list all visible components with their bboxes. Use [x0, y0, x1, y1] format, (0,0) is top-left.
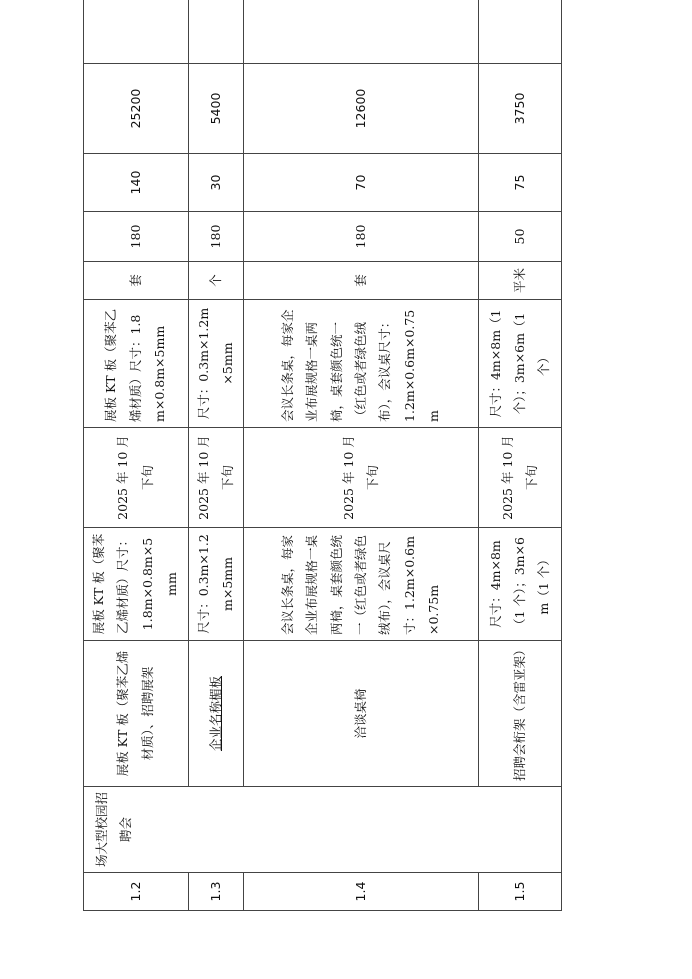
remark-cell [479, 0, 562, 64]
unit-cell: 个 [188, 262, 244, 300]
row-number: 1.2 [84, 873, 189, 911]
total-cell: 12600 [244, 64, 479, 154]
time-cell: 2025 年 10 月下旬 [244, 428, 479, 528]
price-cell: 30 [188, 154, 244, 212]
row-number: 1.5 [479, 873, 562, 911]
procurement-table [83, 0, 562, 911]
price-cell: 140 [84, 154, 189, 212]
spec-cell: 展板 KT 板（聚苯乙烯材质）尺寸：1.8m×0.8m×5mm [84, 300, 189, 428]
total-cell: 5400 [188, 64, 244, 154]
item-name: 企业名称楣板 [188, 641, 244, 787]
spec-cell: 尺寸：4m×8m（1 个）；3m×6m（1 个） [479, 300, 562, 428]
row-number: 1.4 [244, 873, 479, 911]
item-name: 招聘会桁架（含雷亚架） [479, 641, 562, 787]
remark-cell [188, 0, 244, 64]
row-number: 1.3 [188, 873, 244, 911]
unit-cell: 套 [244, 262, 479, 300]
price-cell: 75 [479, 154, 562, 212]
remark-cell [84, 0, 189, 64]
qty-cell: 180 [244, 212, 479, 262]
spec-cell: 会议长条桌，每家企业布展规格一桌两椅，桌套颜色统一（红色或者绿色绒布），会议桌尺寸：1.2m×0.6m×0.75m [244, 300, 479, 428]
qty-cell: 50 [479, 212, 562, 262]
table-row [244, 0, 479, 911]
total-cell: 25200 [84, 64, 189, 154]
remark-cell [244, 0, 479, 64]
requirement-cell: 尺寸：4m×8m（1 个）；3m×6m（1 个） [479, 528, 562, 641]
activity-cell: 场大型校园招聘会 [84, 787, 562, 873]
requirement-cell: 会议长条桌，每家企业布展规格一桌两椅，桌套颜色统一（红色或者绿色绒布），会议桌尺寸：1.2m×0.6m×0.75m [244, 528, 479, 641]
time-cell: 2025 年 10 月下旬 [84, 428, 189, 528]
rotated-table-container [83, 68, 557, 911]
qty-cell: 180 [188, 212, 244, 262]
item-name: 展板 KT 板（聚苯乙烯材质）、招聘展架 [84, 641, 189, 787]
table-row [84, 0, 189, 911]
unit-cell: 平米 [479, 262, 562, 300]
qty-cell: 180 [84, 212, 189, 262]
time-cell: 2025 年 10 月下旬 [479, 428, 562, 528]
time-cell: 2025 年 10 月下旬 [188, 428, 244, 528]
price-cell: 70 [244, 154, 479, 212]
total-cell: 3750 [479, 64, 562, 154]
spec-cell: 尺寸：0.3m×1.2m×5mm [188, 300, 244, 428]
table-row [479, 0, 562, 911]
table-row [188, 0, 244, 911]
unit-cell: 套 [84, 262, 189, 300]
item-name: 洽谈桌椅 [244, 641, 479, 787]
requirement-cell: 展板 KT 板（聚苯乙烯材质）尺寸：1.8m×0.8m×5mm [84, 528, 189, 641]
requirement-cell: 尺寸：0.3m×1.2m×5mm [188, 528, 244, 641]
